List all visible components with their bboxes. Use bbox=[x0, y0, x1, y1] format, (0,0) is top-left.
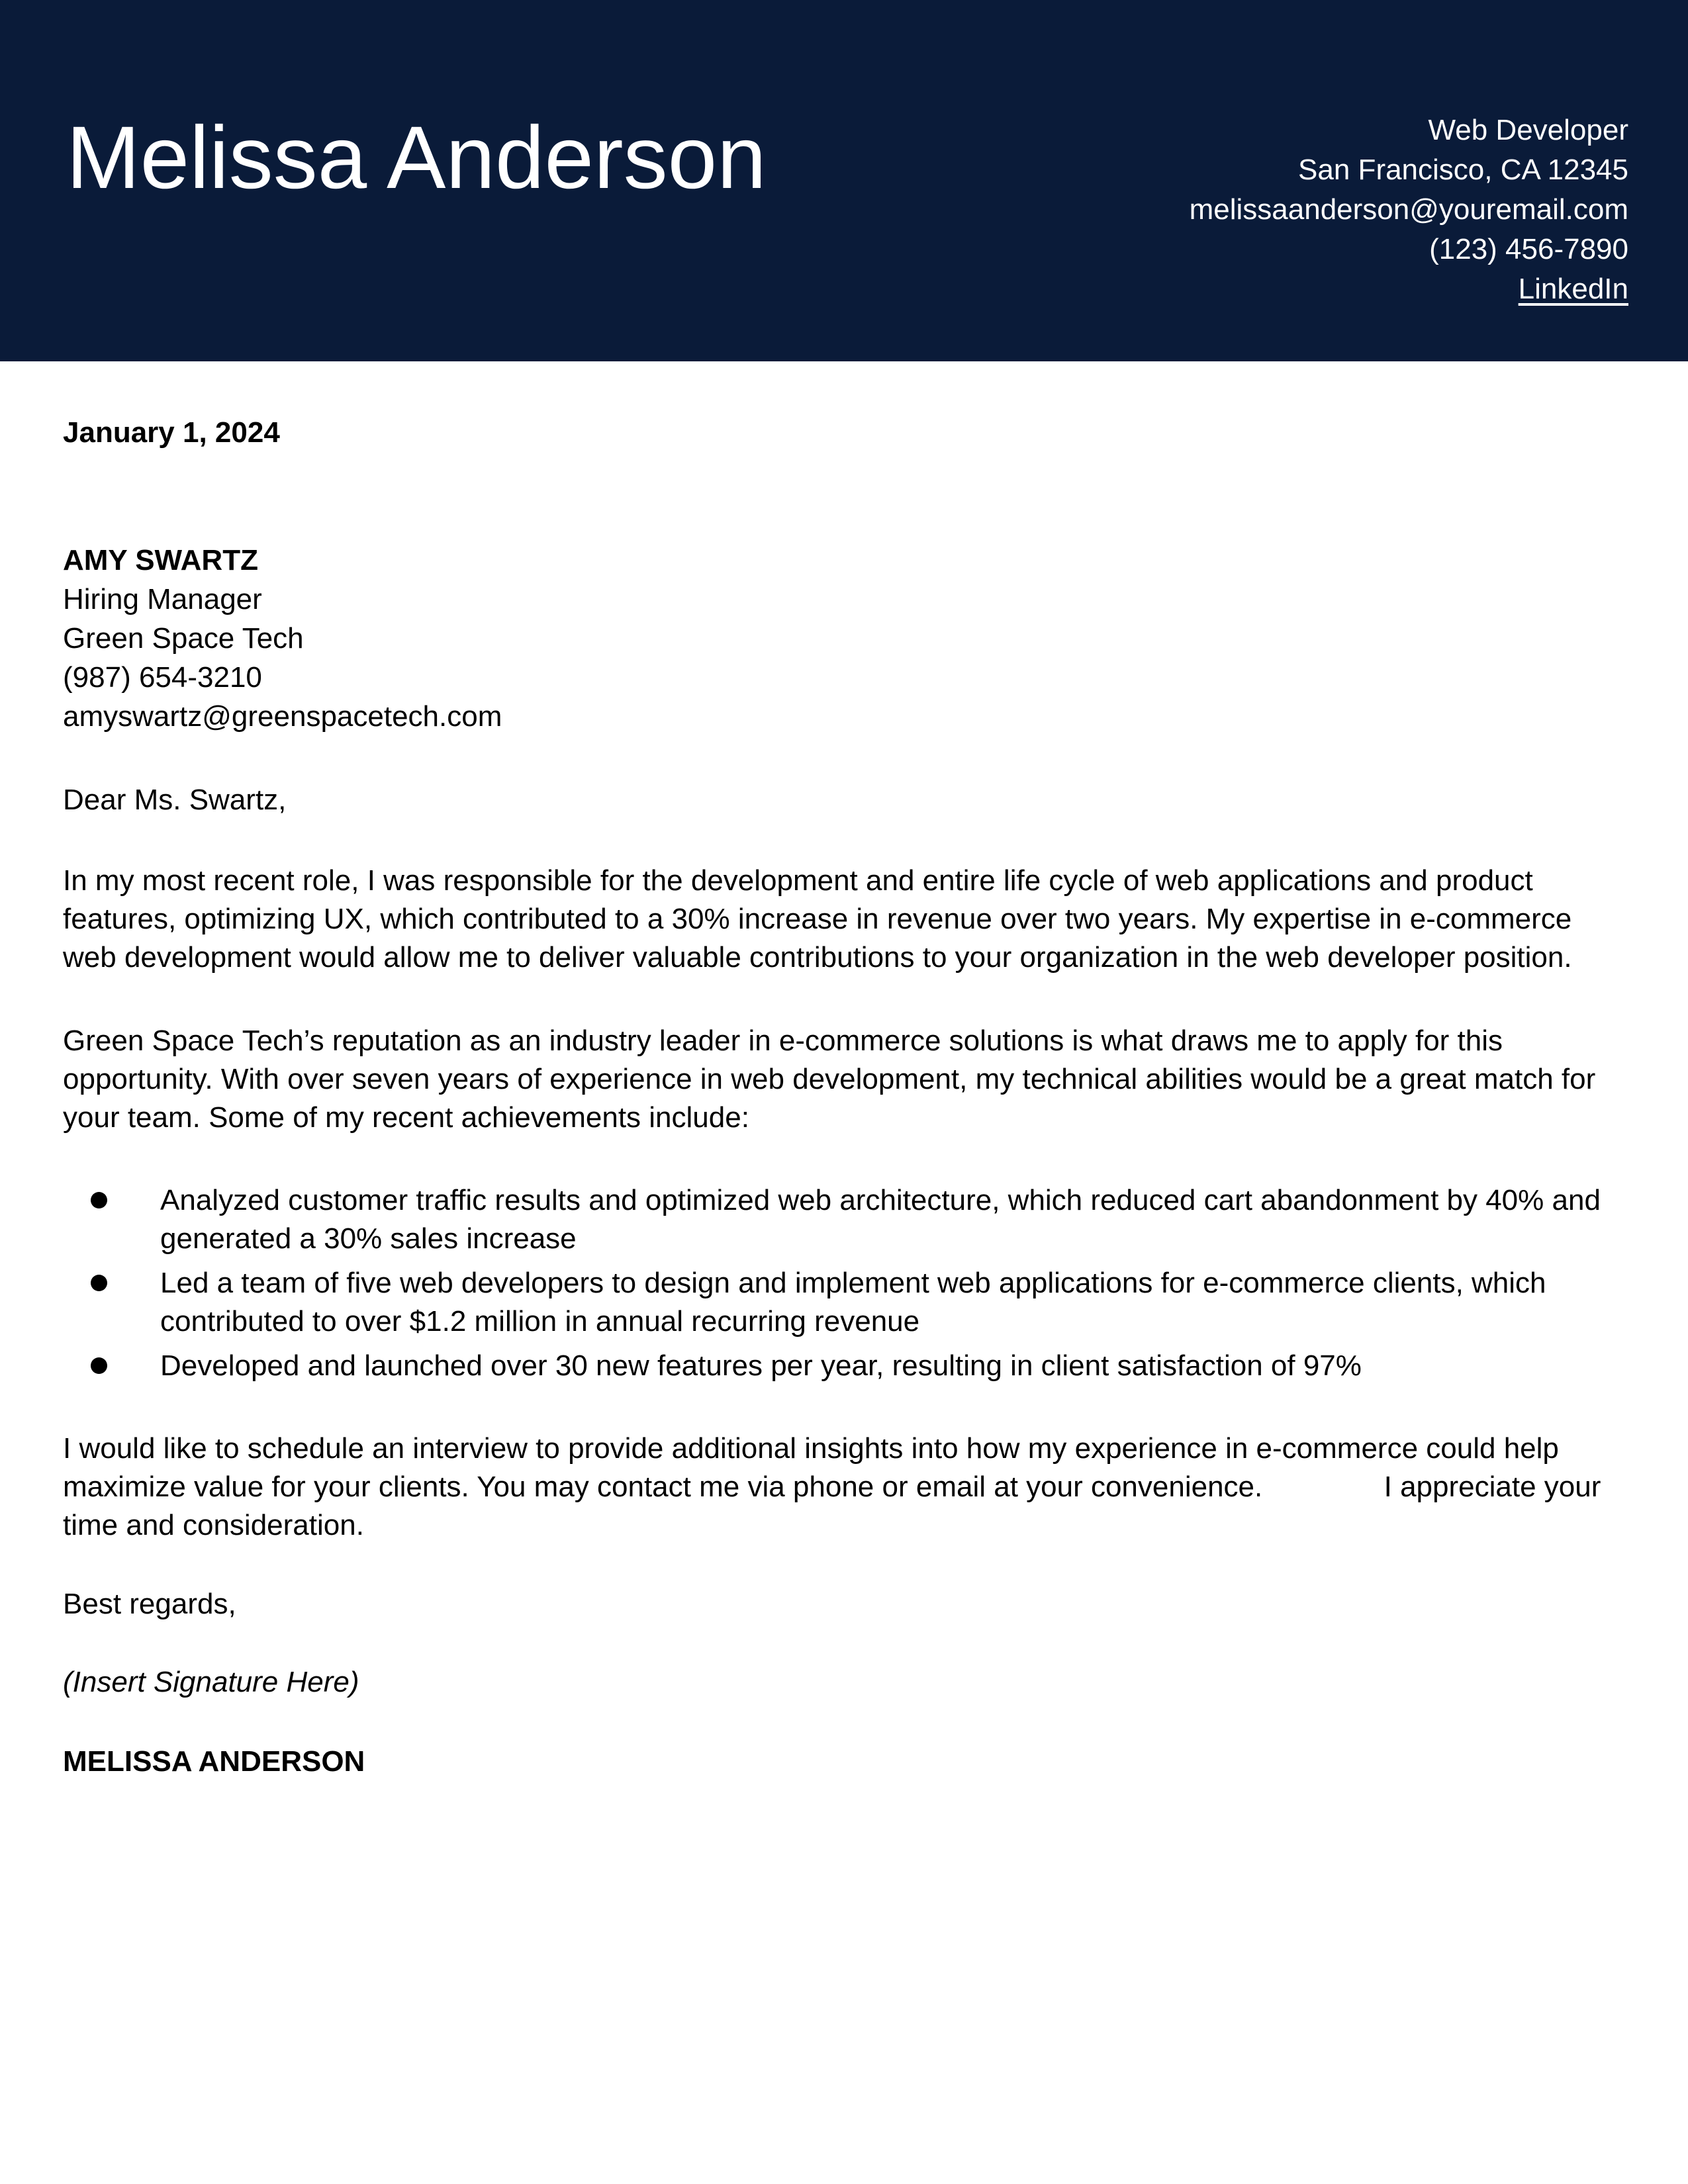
signature-placeholder: (Insert Signature Here) bbox=[63, 1666, 359, 1698]
contact-block bbox=[1190, 111, 1628, 309]
contact-location: San Francisco, CA 12345 bbox=[1298, 154, 1628, 186]
contact-linkedin-line bbox=[1190, 269, 1628, 309]
achievement-text: Led a team of five web developers to design and implement web applications for e-commerce clients, which contributed to over $1.2 million in annual recurring revenue bbox=[160, 1267, 1546, 1338]
signature-name: MELISSA ANDERSON bbox=[63, 1745, 365, 1778]
contact-job-title: Web Developer bbox=[1428, 114, 1628, 146]
bullet-icon bbox=[91, 1357, 107, 1374]
recipient-email: amyswartz@greenspacetech.com bbox=[63, 700, 502, 733]
recipient-role: Hiring Manager bbox=[63, 583, 262, 615]
person-name: Melissa Anderson bbox=[66, 109, 767, 207]
recipient-company: Green Space Tech bbox=[63, 622, 304, 655]
contact-phone: (123) 456-7890 bbox=[1429, 233, 1628, 265]
signoff: Best regards, bbox=[63, 1588, 236, 1620]
bullet-icon bbox=[91, 1192, 107, 1208]
body-paragraph-2: Green Space Tech’s reputation as an industry leader in e-commerce solutions is what draws me to apply for this opportunity. With over seven years of experience in web development, my technical abilities would be a great match for your team. Some of my recent achievements include: bbox=[63, 1024, 1596, 1134]
header-band bbox=[0, 0, 1688, 361]
closing-paragraph: I would like to schedule an interview to provide additional insights into how my experience in e-commerce could help maximize value for your clients. You may contact me via phone or email at your convenience. I appreciate your time and consideration. bbox=[63, 1432, 1609, 1541]
body-paragraph-1: In my most recent role, I was responsible for the development and entire life cycle of web applications and product features, optimizing UX, which contributed to a 30% increase in revenue over two years. My expertise in e-commerce web development would allow me to deliver valuable contributions to your organization in the web developer position. bbox=[63, 864, 1572, 974]
recipient-block bbox=[63, 541, 1628, 736]
recipient-phone: (987) 654-3210 bbox=[63, 661, 262, 694]
achievement-text: Developed and launched over 30 new features per year, resulting in client satisfaction of 97% bbox=[160, 1349, 1362, 1382]
letter-body bbox=[0, 414, 1688, 1781]
achievement-item bbox=[63, 1181, 1628, 1258]
date-line: January 1, 2024 bbox=[63, 416, 280, 449]
contact-email: melissaanderson@youremail.com bbox=[1189, 193, 1628, 226]
achievement-list bbox=[63, 1181, 1628, 1385]
achievement-item bbox=[63, 1264, 1628, 1341]
achievement-item bbox=[63, 1347, 1628, 1385]
linkedin-link[interactable]: LinkedIn bbox=[1518, 273, 1628, 305]
recipient-name: AMY SWARTZ bbox=[63, 544, 258, 576]
bullet-icon bbox=[91, 1275, 107, 1291]
salutation: Dear Ms. Swartz, bbox=[63, 784, 287, 816]
achievement-text: Analyzed customer traffic results and optimized web architecture, which reduced cart abandonment by 40% and generated a 30% sales increase bbox=[160, 1184, 1601, 1255]
